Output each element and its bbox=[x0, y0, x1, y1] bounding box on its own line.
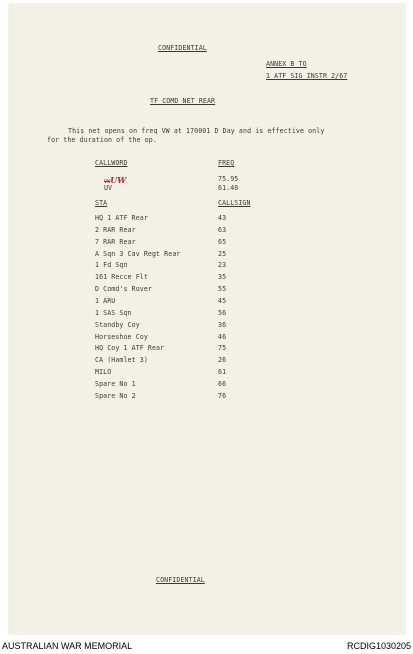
station-name: Spare No 2 bbox=[95, 392, 136, 400]
callword-header: CALLWORD bbox=[95, 159, 128, 167]
station-name: 2 RAR Rear bbox=[95, 226, 136, 234]
station-callsign: 26 bbox=[218, 356, 227, 364]
footer-institution: AUSTRALIAN WAR MEMORIAL bbox=[2, 641, 133, 651]
instruction-reference: 1 ATF SIG INSTR 2/67 bbox=[266, 72, 348, 80]
station-name: HQ Coy 1 ATF Rear bbox=[95, 344, 165, 352]
footer-bar bbox=[0, 636, 413, 654]
station-callsign: 45 bbox=[218, 297, 227, 305]
classification-top: CONFIDENTIAL bbox=[158, 44, 207, 52]
station-callsign: 56 bbox=[218, 309, 227, 317]
station-callsign: 61 bbox=[218, 368, 227, 376]
station-callsign: 36 bbox=[218, 321, 227, 329]
station-name: Standby Coy bbox=[95, 321, 140, 329]
station-name: HQ 1 ATF Rear bbox=[95, 214, 148, 222]
station-name: Horseshoe Coy bbox=[95, 333, 148, 341]
sta-header: STA bbox=[95, 199, 108, 207]
freq-value: 75.95 bbox=[218, 175, 239, 183]
station-callsign: 76 bbox=[218, 392, 227, 400]
callsign-header: CALLSIGN bbox=[218, 199, 251, 207]
station-name: 7 RAR Rear bbox=[95, 238, 136, 246]
station-name: Spare No 1 bbox=[95, 380, 136, 388]
classification-bottom: CONFIDENTIAL bbox=[156, 576, 205, 584]
station-callsign: 65 bbox=[218, 238, 227, 246]
intro-line-1: This net opens on freq VW at 170001 D Day and is effective only bbox=[68, 127, 325, 135]
struck-callword: VW bbox=[104, 179, 111, 185]
station-name: MILO bbox=[95, 368, 112, 376]
handwritten-callword: UW bbox=[110, 175, 127, 185]
station-name: D Comd's Rover bbox=[95, 285, 152, 293]
station-name: 1 Fd Sqn bbox=[95, 261, 128, 269]
footer-identifier: RCDIG1030205 bbox=[346, 641, 411, 651]
station-callsign: 23 bbox=[218, 261, 227, 269]
station-name: A Sqn 3 Cav Regt Rear bbox=[95, 250, 181, 258]
station-callsign: 75 bbox=[218, 344, 227, 352]
station-callsign: 43 bbox=[218, 214, 227, 222]
station-name: 1 ARU bbox=[95, 297, 116, 305]
annex-label: ANNEX B TO bbox=[266, 60, 307, 68]
document-title: TF COMD NET REAR bbox=[150, 97, 216, 105]
station-callsign: 25 bbox=[218, 250, 227, 258]
station-callsign: 63 bbox=[218, 226, 227, 234]
freq-header: FREQ bbox=[218, 159, 235, 167]
freq-value: 61.40 bbox=[218, 184, 239, 192]
station-callsign: 55 bbox=[218, 285, 227, 293]
station-callsign: 35 bbox=[218, 273, 227, 281]
callword-value: UV bbox=[104, 184, 113, 192]
station-callsign: 46 bbox=[218, 333, 227, 341]
intro-line-2: for the duration of the op. bbox=[47, 136, 157, 144]
station-name: 161 Recce Flt bbox=[95, 273, 148, 281]
station-name: CA (Hamlet 3) bbox=[95, 356, 148, 364]
station-callsign: 66 bbox=[218, 380, 227, 388]
station-name: 1 SAS Sqn bbox=[95, 309, 132, 317]
